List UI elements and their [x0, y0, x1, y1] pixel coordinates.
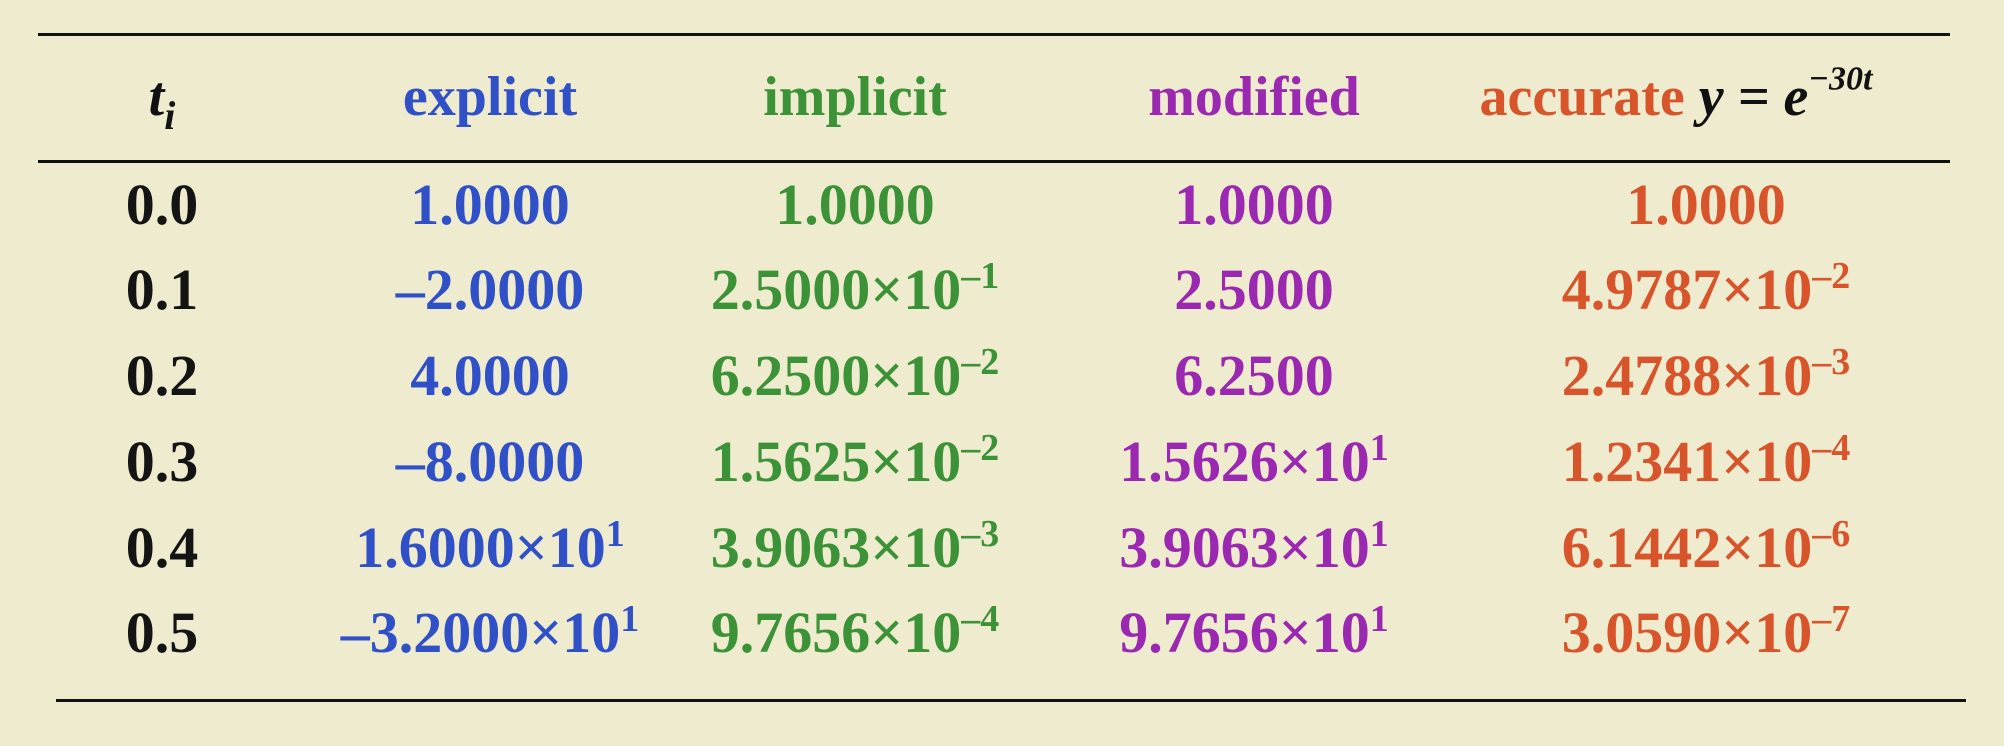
mantissa: 1.0000 [775, 172, 935, 237]
header-ti-base: t [148, 66, 165, 128]
mantissa: –8.0000 [395, 429, 585, 494]
header-ti-sub: i [164, 93, 176, 138]
cell-modified [1044, 341, 1464, 411]
mantissa: 4.9787×10 [1561, 257, 1813, 322]
exponent: 1 [620, 598, 640, 641]
accurate-formula [1698, 60, 1873, 128]
exponent: –2 [961, 341, 1000, 384]
mantissa: 1.5626×10 [1119, 429, 1370, 494]
exponent: –4 [1812, 427, 1851, 470]
cell-t: 0.1 [125, 257, 199, 322]
cell-implicit [645, 341, 1065, 411]
exponent: –3 [1812, 341, 1851, 384]
header-accurate: accurate [1479, 66, 1685, 128]
header-modified: modified [1148, 66, 1360, 128]
mantissa: 6.2500 [1174, 343, 1334, 408]
mantissa: 1.5625×10 [710, 429, 962, 494]
exponent: –7 [1812, 598, 1851, 641]
exponent: –1 [961, 255, 1000, 298]
cell-t: 0.0 [125, 172, 199, 237]
mantissa: –2.0000 [395, 257, 585, 322]
header-accurate-group [1436, 62, 1916, 132]
cell-t: 0.4 [125, 515, 199, 580]
mantissa: 6.2500×10 [710, 343, 962, 408]
exponent: –2 [961, 427, 1000, 470]
mantissa: 1.0000 [410, 172, 570, 237]
mantissa: 1.0000 [1174, 172, 1334, 237]
cell-explicit [280, 170, 700, 240]
cell-t: 0.3 [125, 429, 199, 494]
mantissa: 3.0590×10 [1561, 600, 1813, 665]
cell-t: 0.5 [125, 600, 199, 665]
cell-modified [1044, 170, 1464, 240]
mantissa: –3.2000×10 [340, 600, 621, 665]
formula-exponent: −30t [1808, 60, 1873, 98]
exponent: –4 [961, 598, 1000, 641]
cell-implicit [645, 255, 1065, 325]
cell-implicit [645, 170, 1065, 240]
header-rule [38, 160, 1950, 163]
mantissa: 1.6000×10 [355, 515, 606, 580]
cell-accurate [1496, 427, 1916, 497]
exponent: –3 [961, 513, 1000, 556]
cell-t: 0.2 [125, 343, 199, 408]
mantissa: 4.0000 [410, 343, 570, 408]
mantissa: 3.9063×10 [710, 515, 962, 580]
top-rule [38, 33, 1950, 36]
mantissa: 2.5000 [1174, 257, 1334, 322]
exponent: –2 [1812, 255, 1851, 298]
cell-accurate [1496, 513, 1916, 583]
cell-accurate [1496, 255, 1916, 325]
header-implicit: implicit [763, 66, 947, 128]
cell-explicit [280, 255, 700, 325]
cell-accurate [1496, 598, 1916, 668]
cell-implicit [645, 513, 1065, 583]
mantissa: 3.9063×10 [1119, 515, 1370, 580]
exponent: 1 [605, 513, 625, 556]
cell-accurate [1496, 170, 1916, 240]
cell-accurate [1496, 341, 1916, 411]
cell-explicit [280, 513, 700, 583]
cell-modified [1044, 255, 1464, 325]
cell-explicit [280, 598, 700, 668]
cell-modified [1044, 513, 1464, 583]
mantissa: 1.2341×10 [1561, 429, 1813, 494]
mantissa: 9.7656×10 [1119, 600, 1370, 665]
exponent: 1 [1369, 427, 1389, 470]
cell-modified [1044, 427, 1464, 497]
exponent: 1 [1369, 513, 1389, 556]
mantissa: 2.5000×10 [710, 257, 962, 322]
cell-implicit [645, 598, 1065, 668]
header-explicit: explicit [402, 66, 578, 128]
cell-explicit [280, 341, 700, 411]
exponent: 1 [1369, 598, 1389, 641]
bottom-rule [56, 699, 1966, 702]
mantissa: 2.4788×10 [1561, 343, 1813, 408]
cell-explicit [280, 427, 700, 497]
formula-lhs: y = e [1698, 66, 1809, 128]
mantissa: 6.1442×10 [1561, 515, 1813, 580]
mantissa: 9.7656×10 [710, 600, 962, 665]
exponent: –6 [1812, 513, 1851, 556]
mantissa: 1.0000 [1626, 172, 1786, 237]
cell-implicit [645, 427, 1065, 497]
cell-modified [1044, 598, 1464, 668]
